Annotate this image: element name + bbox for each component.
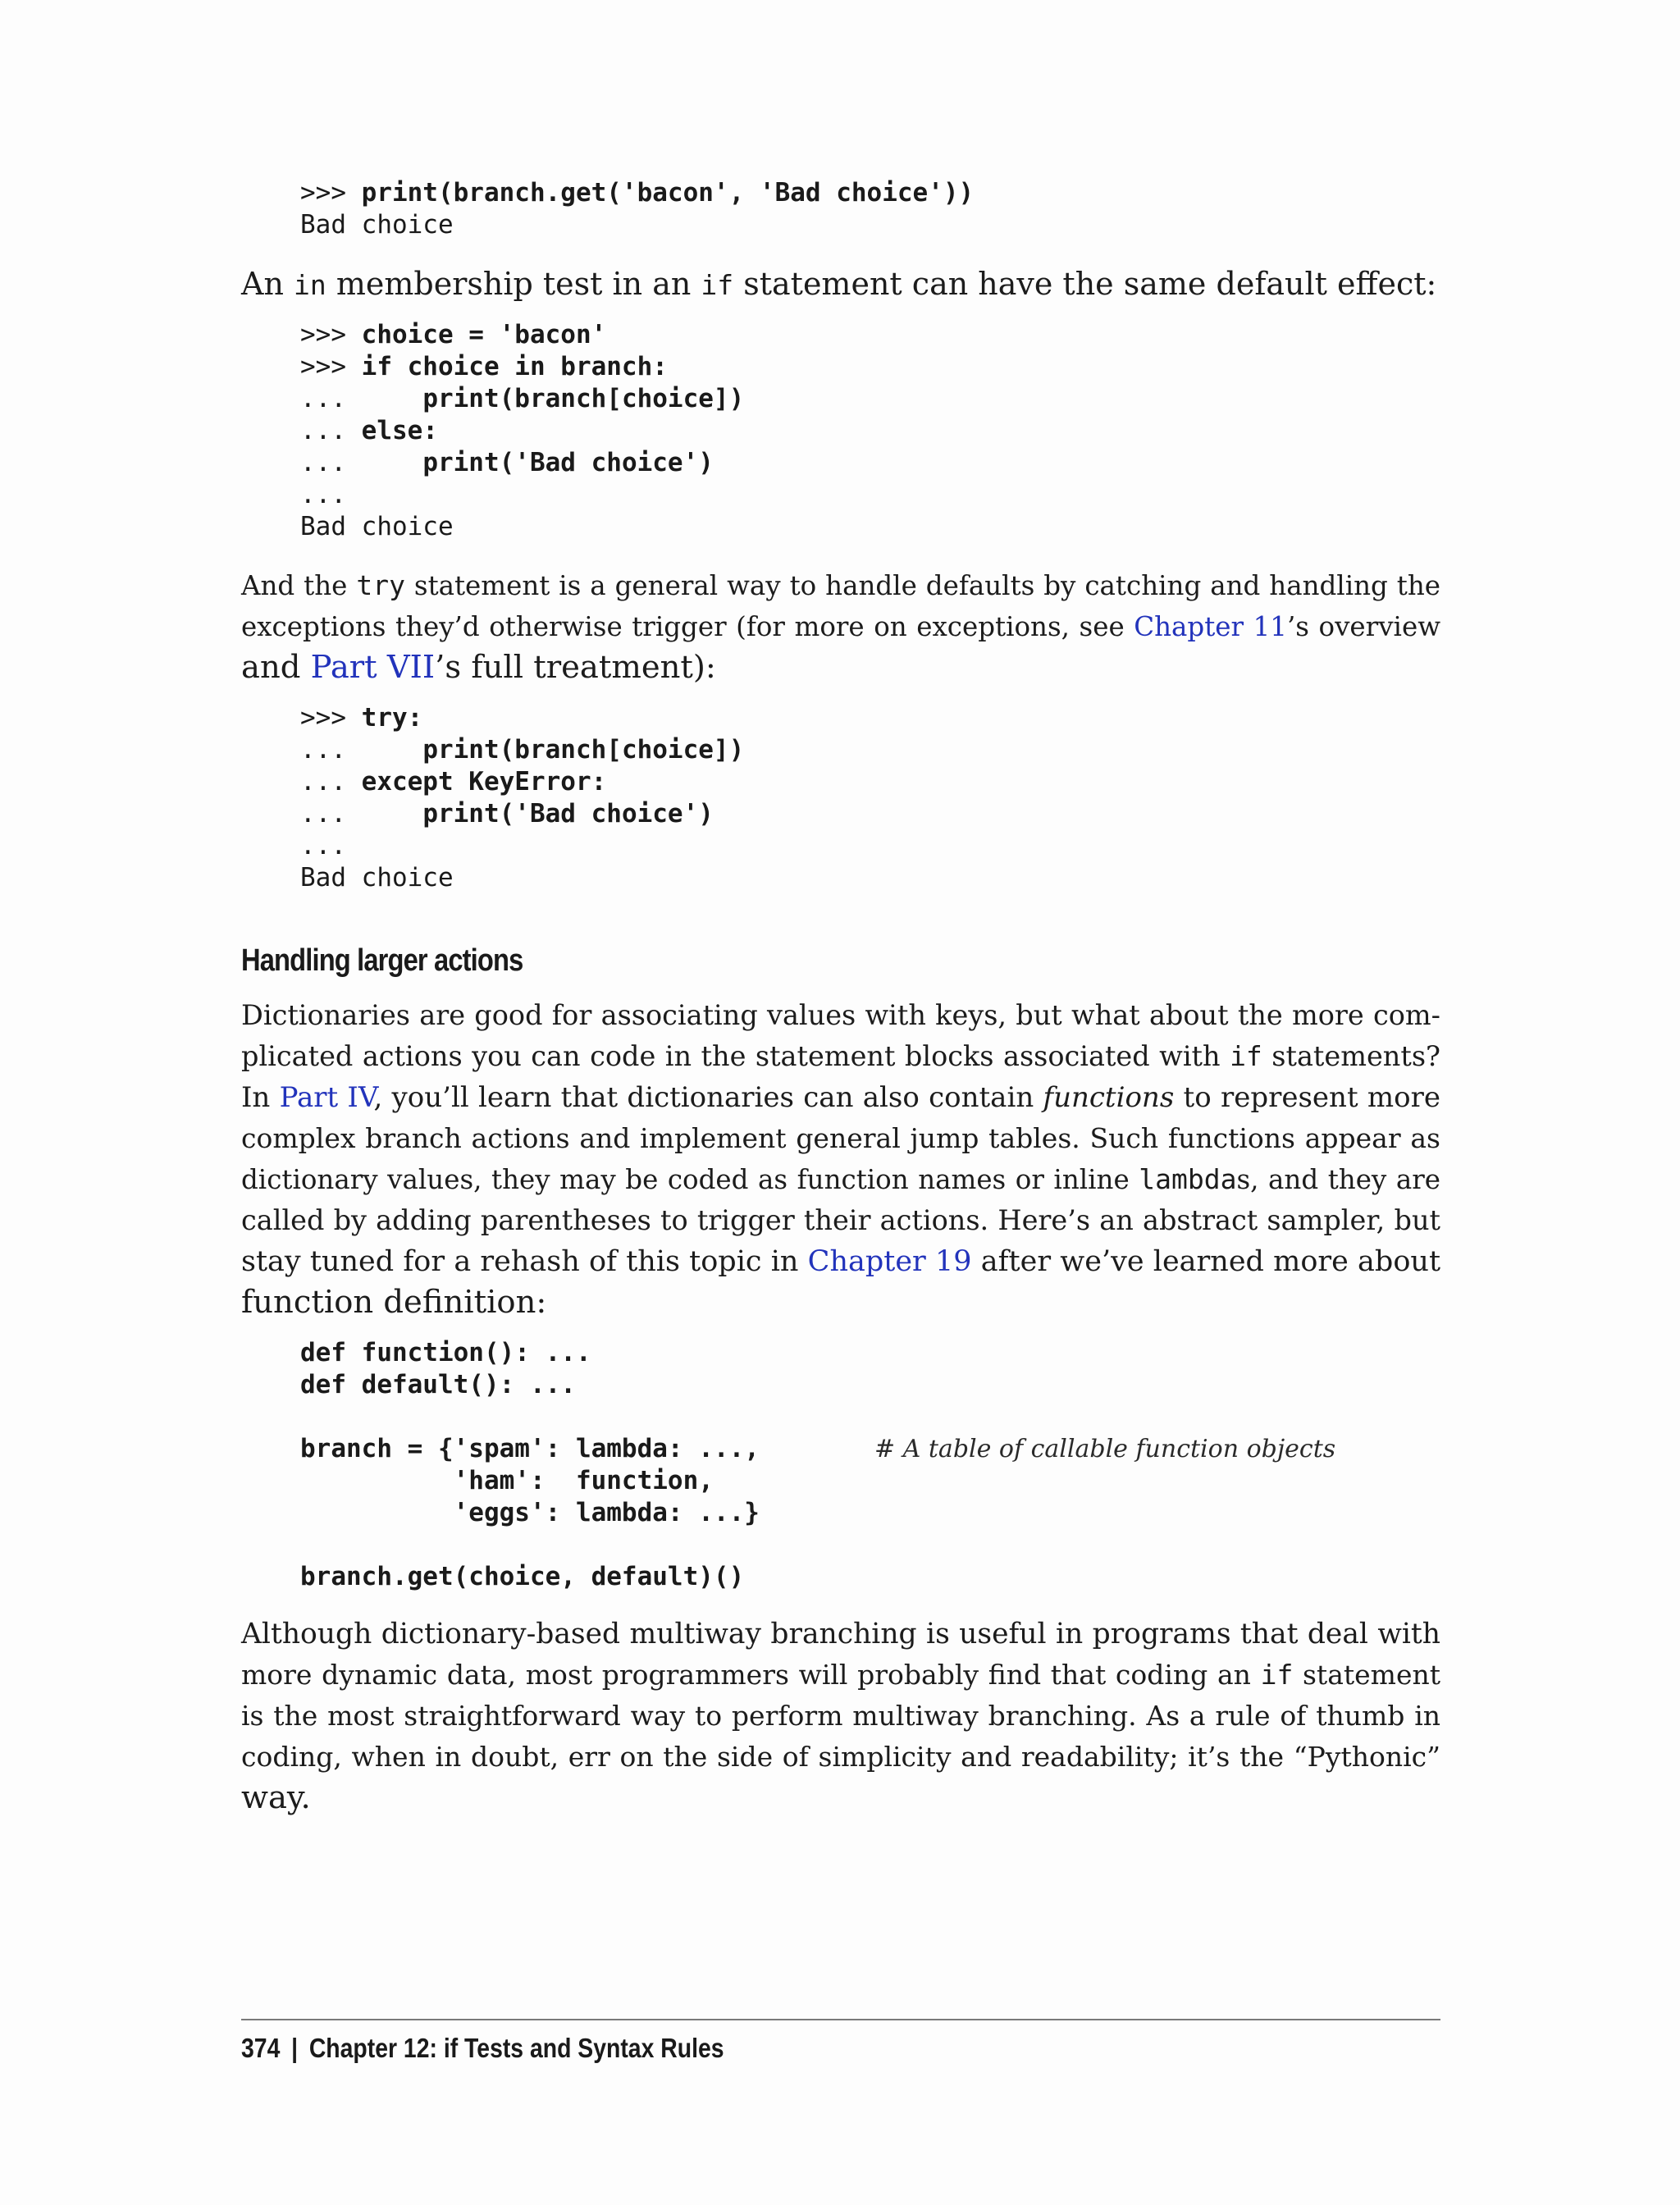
code-line: >>> try: bbox=[300, 703, 423, 733]
paragraph-try-statement bbox=[241, 565, 1440, 688]
text-line: Although dictionary-based multiway branching is useful in programs that deal with bbox=[241, 1618, 1440, 1650]
code-line: ... bbox=[300, 480, 346, 509]
text-line: way. bbox=[241, 1779, 311, 1816]
text-line: In Part IV, you’ll learn that dictionaries can also contain functions to represent more bbox=[241, 1081, 1440, 1114]
text-line: and Part VII’s full treatment): bbox=[241, 649, 716, 686]
code-line: >>> if choice in branch: bbox=[300, 352, 668, 381]
link-chapter-19[interactable]: Chapter 19 bbox=[807, 1245, 972, 1278]
footer-rule bbox=[241, 2019, 1440, 2020]
code-line: def function(): ... bbox=[300, 1338, 591, 1367]
inline-code-lambda: lambda bbox=[1139, 1163, 1237, 1195]
text-line: called by adding parentheses to trigger their actions. Here’s an abstract sampler, but bbox=[241, 1204, 1440, 1236]
paragraph-larger-actions bbox=[241, 995, 1440, 1323]
code-line: 'eggs': lambda: ...} bbox=[300, 1498, 760, 1527]
code-input: print(branch.get('bacon', 'Bad choice')) bbox=[361, 178, 975, 208]
emphasis-functions: functions bbox=[1043, 1081, 1175, 1114]
code-line: ... else: bbox=[300, 416, 438, 445]
code-line: ... print('Bad choice') bbox=[300, 799, 714, 829]
code-line: ... except KeyError: bbox=[300, 767, 607, 797]
text-line: Dictionaries are good for associating values with keys, but what about the more com- bbox=[241, 999, 1440, 1031]
inline-code-if: if bbox=[1230, 1040, 1262, 1072]
code-line bbox=[300, 511, 744, 543]
page-number: 374 bbox=[241, 2033, 281, 2063]
text-line: coding, when in doubt, err on the side of simplicity and readability; it’s the “Pythonic” bbox=[241, 1741, 1440, 1773]
link-chapter-11[interactable]: Chapter 11 bbox=[1134, 611, 1287, 642]
footer-chapter-title: Chapter 12: if Tests and Syntax Rules bbox=[308, 2033, 724, 2063]
text-line: exceptions they’d otherwise trigger (for more on exceptions, see Chapter 11’s overview bbox=[241, 611, 1441, 642]
code-line bbox=[300, 1401, 760, 1433]
code-line: branch.get(choice, default)() bbox=[300, 1562, 745, 1591]
code-line: ... print(branch[choice]) bbox=[300, 384, 745, 413]
code-output: Bad choice bbox=[300, 863, 454, 892]
code-line: ... bbox=[300, 831, 346, 861]
text-line: function definition: bbox=[241, 1284, 547, 1321]
code-line: >>> choice = 'bacon' bbox=[300, 320, 607, 349]
link-part-vii[interactable]: Part VII bbox=[310, 649, 436, 686]
text-line: An in membership test in an if statement can have the same default effect: bbox=[241, 266, 1437, 302]
code-line: ... print(branch[choice]) bbox=[300, 735, 745, 765]
code-line bbox=[300, 862, 744, 894]
section-heading: Handling larger actions bbox=[241, 943, 523, 978]
inline-code-try: try bbox=[356, 569, 405, 601]
inline-code-if: if bbox=[1260, 1659, 1294, 1691]
code-block-try-except bbox=[300, 702, 744, 894]
text-line: more dynamic data, most programmers will probably find that coding an if statement bbox=[241, 1659, 1440, 1691]
code-prompt: >>> bbox=[300, 178, 362, 208]
code-output: Bad choice bbox=[300, 512, 454, 541]
code-line: branch = {'spam': lambda: ..., bbox=[300, 1434, 760, 1463]
code-line: 'ham': function, bbox=[300, 1466, 714, 1495]
code-line: ... print('Bad choice') bbox=[300, 448, 714, 477]
footer-separator: | bbox=[291, 2033, 299, 2063]
code-block-dispatch-table bbox=[300, 1337, 760, 1593]
code-output: Bad choice bbox=[300, 210, 454, 240]
code-line bbox=[300, 177, 974, 209]
code-block-if-membership bbox=[300, 319, 744, 543]
code-comment: # A table of callable function objects bbox=[874, 1435, 1336, 1463]
text-line: complex branch actions and implement general jump tables. Such functions appear as bbox=[241, 1122, 1440, 1154]
text-line: And the try statement is a general way to handle defaults by catching and handling the bbox=[241, 569, 1440, 601]
inline-code-if: if bbox=[701, 269, 734, 301]
code-line: def default(): ... bbox=[300, 1370, 576, 1399]
code-line bbox=[300, 209, 974, 241]
text-line: plicated actions you can code in the statement blocks associated with if statements? bbox=[241, 1040, 1440, 1072]
text-line: is the most straightforward way to perform multiway branching. As a rule of thumb in bbox=[241, 1700, 1440, 1732]
paragraph-in-membership bbox=[241, 263, 1440, 304]
inline-code-in: in bbox=[294, 269, 326, 301]
text-line: dictionary values, they may be coded as function names or inline lambdas, and they are bbox=[241, 1163, 1440, 1195]
page-footer bbox=[241, 2029, 724, 2067]
text-line: stay tuned for a rehash of this topic in Chapter 19 after we’ve learned more about bbox=[241, 1245, 1441, 1278]
link-part-iv[interactable]: Part IV bbox=[279, 1081, 374, 1114]
paragraph-conclusion bbox=[241, 1614, 1440, 1819]
code-block-get-default bbox=[300, 177, 974, 241]
code-line bbox=[300, 1529, 760, 1561]
